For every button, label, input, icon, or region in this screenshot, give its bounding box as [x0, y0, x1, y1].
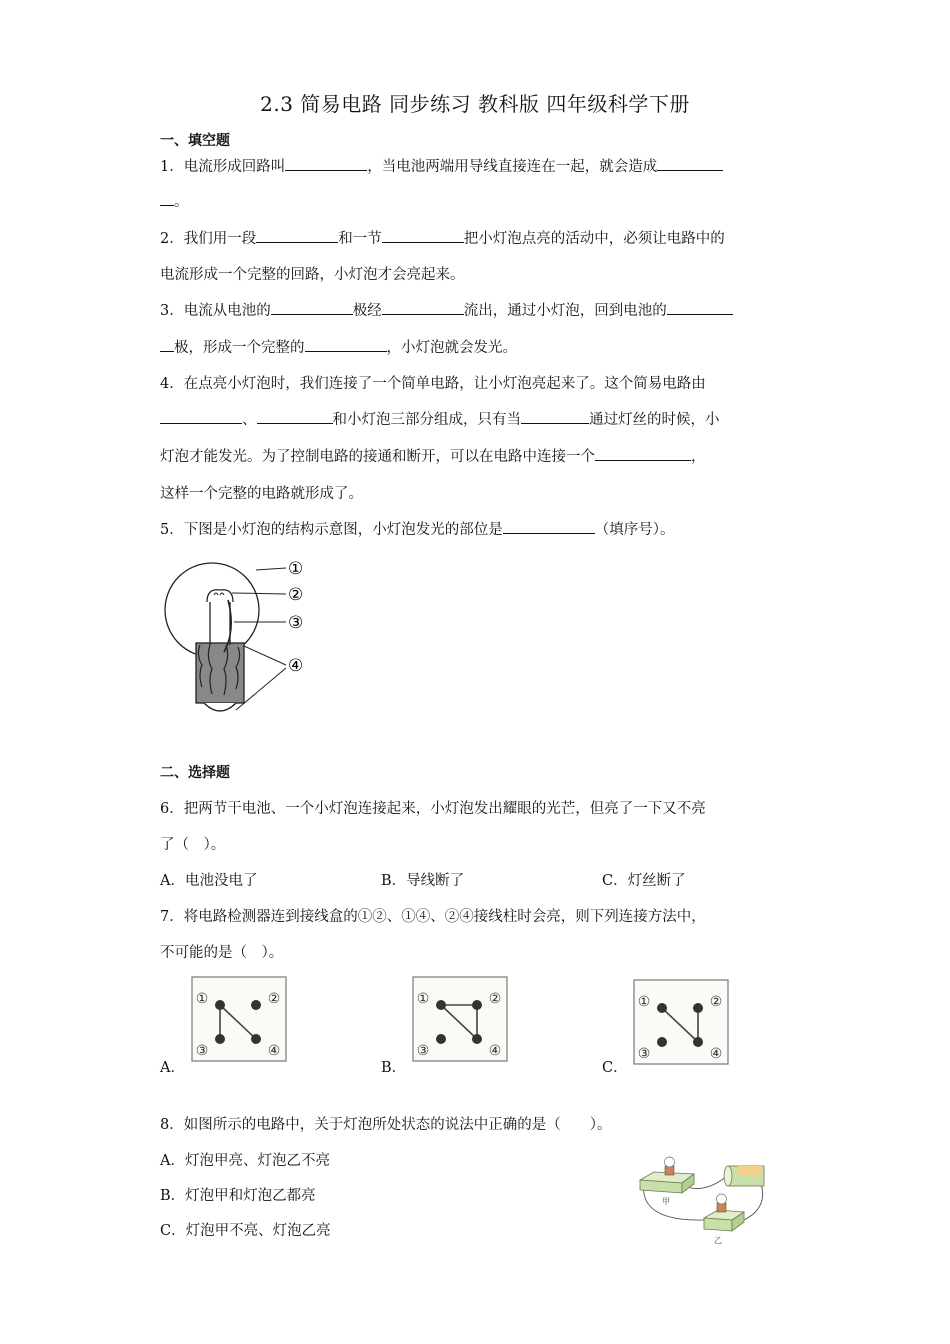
bulb-jia [665, 1157, 675, 1167]
q2-text: 把小灯泡点亮的活动中，必须让电路中的 [463, 231, 725, 247]
answer-blank[interactable] [285, 156, 367, 171]
terminal-post [657, 1037, 667, 1047]
q6-option-a[interactable]: A．电池没电了 [160, 873, 258, 889]
q8-option-c[interactable]: C．灯泡甲不亮、灯泡乙亮 [160, 1223, 331, 1239]
answer-blank[interactable] [521, 409, 589, 424]
page-title: 2.3 简易电路 同步练习 教科版 四年级科学下册 [260, 92, 690, 116]
terminal-post [693, 1037, 703, 1047]
q5-text: （填序号）。 [594, 522, 675, 538]
question-4-line3 [160, 445, 790, 466]
terminal-post [693, 1003, 703, 1013]
q3-text: ，小灯泡就会发光。 [386, 340, 517, 356]
q1-text: ，当电池两端用导线直接连在一起，就会造成 [367, 159, 658, 175]
question-7: 7．将电路检测器连到接线盒的①②、①④、②④接线柱时会亮，则下列连接方法中， [160, 909, 706, 925]
q7-option-a-label[interactable]: A． [160, 1060, 185, 1076]
q4-text: ， [691, 449, 706, 465]
q8-option-a[interactable]: A．灯泡甲亮、灯泡乙不亮 [160, 1153, 330, 1169]
question-5 [160, 518, 790, 539]
q7-option-b-diagram[interactable] [411, 975, 509, 1063]
terminal-post [436, 1034, 446, 1044]
question-4-line4: 这样一个完整的电路就形成了。 [160, 486, 363, 502]
bulb-yi [717, 1194, 727, 1204]
terminal-label: ① [637, 994, 651, 1010]
answer-blank[interactable] [657, 156, 723, 171]
question-1 [160, 155, 790, 176]
answer-blank[interactable] [667, 300, 733, 315]
q7-option-c-label[interactable]: C． [602, 1060, 628, 1076]
terminal-post [472, 1034, 482, 1044]
q7-option-b-label[interactable]: B． [381, 1060, 407, 1076]
question-4-line2 [160, 408, 790, 429]
q4-text: 灯泡才能发光。为了控制电路的接通和断开，可以在电路中连接一个 [160, 449, 595, 465]
terminal-label: ③ [416, 1043, 430, 1059]
contact-tip [204, 703, 236, 711]
q6-option-b[interactable]: B．导线断了 [381, 873, 465, 889]
terminal-post [251, 1034, 261, 1044]
answer-blank[interactable] [382, 228, 464, 243]
terminal-post [472, 1000, 482, 1010]
terminal-label: ② [267, 991, 281, 1007]
terminal-post [436, 1000, 446, 1010]
label-2: ② [288, 585, 304, 605]
q8-circuit-diagram [634, 1152, 779, 1247]
question-2-cont: 电流形成一个完整的回路，小灯泡才会亮起来。 [160, 267, 465, 283]
terminal-label: ③ [637, 1046, 651, 1062]
bulb-structure-diagram [160, 550, 330, 720]
answer-blank[interactable] [595, 446, 691, 461]
question-1-cont [160, 190, 790, 211]
q2-text: 和一节 [338, 231, 382, 247]
q3-text: 3．电流从电池的 [160, 303, 271, 319]
section-heading-choice: 二、选择题 [160, 765, 230, 781]
question-7-cont: 不可能的是（ ）。 [160, 945, 284, 961]
question-3 [160, 299, 790, 320]
answer-blank[interactable] [503, 519, 595, 534]
q4-text: 和小灯泡三部分组成，只有当 [332, 412, 521, 428]
answer-blank[interactable] [257, 409, 333, 424]
label-jia: 甲 [662, 1197, 670, 1206]
metal-base [196, 643, 244, 703]
q3-text: 极经 [352, 303, 382, 319]
answer-blank-cont[interactable] [160, 337, 174, 352]
filament [207, 590, 233, 602]
q3-text: 流出，通过小灯泡，回到电池的 [463, 303, 667, 319]
bulb-holder-yi [704, 1218, 732, 1231]
terminal-label: ③ [195, 1043, 209, 1059]
terminal-post [215, 1034, 225, 1044]
question-6-cont: 了（ ）。 [160, 837, 226, 853]
q4-text: 通过灯丝的时候，小 [589, 412, 720, 428]
terminal-post [215, 1000, 225, 1010]
q2-text: 2．我们用一段 [160, 231, 257, 247]
terminal-label: ② [488, 991, 502, 1007]
battery [738, 1166, 762, 1175]
answer-blank[interactable] [271, 300, 353, 315]
question-8: 8．如图所示的电路中，关于灯泡所处状态的说法中正确的是（ ）。 [160, 1117, 612, 1133]
q4-text: 、 [242, 412, 257, 428]
label-3: ③ [288, 613, 304, 633]
answer-blank-cont[interactable] [160, 191, 174, 206]
q8-option-b[interactable]: B．灯泡甲和灯泡乙都亮 [160, 1188, 316, 1204]
terminal-label: ① [416, 991, 430, 1007]
terminal-label: ① [195, 991, 209, 1007]
question-3-cont [160, 336, 790, 357]
label-1: ① [288, 559, 304, 579]
label-4: ④ [288, 656, 304, 676]
question-2 [160, 227, 790, 248]
q1-text: 。 [174, 194, 189, 210]
q1-text: 1．电流形成回路叫 [160, 159, 286, 175]
answer-blank[interactable] [160, 409, 242, 424]
answer-blank[interactable] [382, 300, 464, 315]
label-yi: 乙 [714, 1236, 722, 1245]
answer-blank[interactable] [305, 337, 387, 352]
q7-option-a-diagram[interactable] [190, 975, 288, 1063]
question-4: 4．在点亮小灯泡时，我们连接了一个简单电路，让小灯泡亮起来了。这个简易电路由 [160, 376, 706, 392]
terminal-label: ④ [709, 1046, 723, 1062]
q6-option-c[interactable]: C．灯丝断了 [602, 873, 686, 889]
answer-blank[interactable] [256, 228, 338, 243]
terminal-label: ④ [267, 1043, 281, 1059]
q3-text: 极，形成一个完整的 [174, 340, 305, 356]
terminal-post [657, 1003, 667, 1013]
terminal-post [251, 1000, 261, 1010]
q7-option-c-diagram[interactable] [632, 978, 730, 1066]
section-heading-fill-blank: 一、填空题 [160, 133, 230, 149]
question-6: 6．把两节干电池、一个小灯泡连接起来，小灯泡发出耀眼的光芒，但亮了一下又不亮 [160, 801, 706, 817]
q5-text: 5．下图是小灯泡的结构示意图，小灯泡发光的部位是 [160, 522, 503, 538]
terminal-label: ④ [488, 1043, 502, 1059]
terminal-label: ② [709, 994, 723, 1010]
